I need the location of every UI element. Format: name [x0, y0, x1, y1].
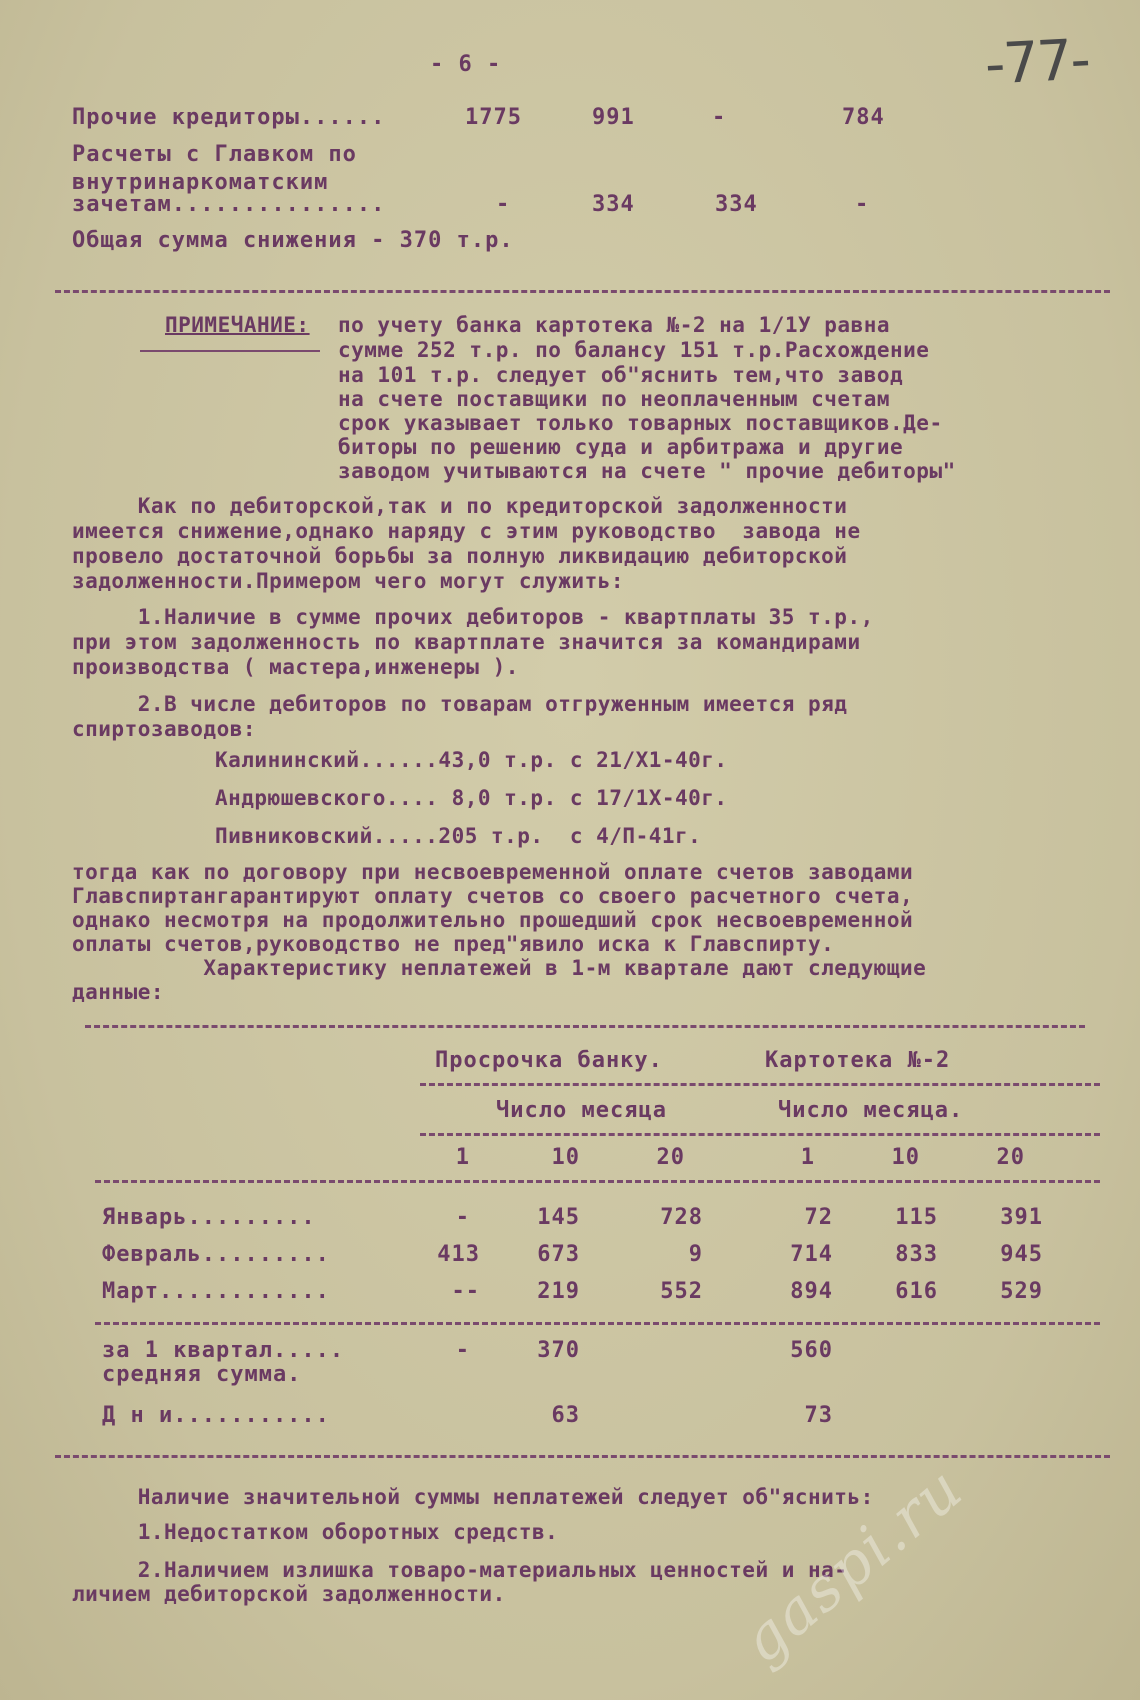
- quarter-v1: -: [455, 1338, 470, 1363]
- conclusion-line-3: 2.Наличием излишка товаро-материальных ценностей и на-: [72, 1558, 848, 1582]
- row-glavk-label-2: внутринаркоматским: [72, 170, 329, 195]
- divider-1: [55, 290, 1110, 293]
- row-january-v6: 391: [1000, 1205, 1043, 1230]
- col-head-5: 10: [891, 1145, 920, 1170]
- para1-line-4: задолженности.Примером чего могут служить:: [72, 569, 625, 593]
- item1-line-3: производства ( мастера,инженеры ).: [72, 655, 519, 679]
- para1-line-2: имеется снижение,однако наряду с этим руководство завода не: [72, 519, 861, 543]
- days-v2: 73: [804, 1403, 833, 1428]
- note-line-2: сумме 252 т.р. по балансу 151 т.р.Расхождение: [338, 338, 930, 362]
- row-february-v4: 714: [790, 1242, 833, 1267]
- distillery-1: Калининский......43,0 т.р. с 21/Х1-40г.: [215, 748, 728, 772]
- row-march-v3: 552: [660, 1279, 703, 1304]
- col-head-6: 20: [996, 1145, 1025, 1170]
- para2-line-4: оплаты счетов,руководство не пред"явило иска к Главспирту.: [72, 932, 835, 956]
- conclusion-line-2: 1.Недостатком оборотных средств.: [72, 1520, 559, 1544]
- row-glavk-label-3: зачетам...............: [72, 192, 386, 217]
- note-line-1: по учету банка картотека №-2 на 1/1У равна: [338, 313, 891, 337]
- row-february-v1: 413: [437, 1242, 480, 1267]
- row-february-v3: 9: [688, 1242, 703, 1267]
- watermark: gaspi.ru: [728, 1453, 977, 1677]
- note-line-5: срок указывает только товарных поставщиков.Де-: [338, 411, 943, 435]
- note-line-6: биторы по решению суда и арбитража и другие: [338, 435, 904, 459]
- para2-line-5: Характеристику неплатежей в 1-м квартале дают следующие: [72, 956, 927, 980]
- days-v1: 63: [551, 1403, 580, 1428]
- table-sub-day-2: Число месяца.: [778, 1098, 964, 1123]
- col-head-1: 1: [455, 1145, 470, 1170]
- note-line-7: заводом учитываются на счете " прочие дебиторы": [338, 459, 956, 483]
- row-january-v4: 72: [804, 1205, 833, 1230]
- row-glavk-label-1: Расчеты с Главком по: [72, 142, 357, 167]
- row-glavk-c4: -: [855, 192, 870, 217]
- table-group-card-file: Картотека №-2: [765, 1048, 951, 1073]
- days-label: Д н и...........: [102, 1403, 330, 1428]
- para2-line-1: тогда как по договору при несвоевременной оплате счетов заводами: [72, 860, 914, 884]
- row-january-v5: 115: [895, 1205, 938, 1230]
- quarter-label-2: средняя сумма.: [102, 1362, 302, 1387]
- conclusion-line-1: Наличие значительной суммы неплатежей следует об"яснить:: [72, 1485, 874, 1509]
- row-glavk-c3: 334: [715, 192, 758, 217]
- row-march-v5: 616: [895, 1279, 938, 1304]
- item2-line-2: спиртозаводов:: [72, 717, 257, 741]
- row-glavk-c1: -: [496, 192, 511, 217]
- archive-folio-number: -77-: [983, 27, 1091, 98]
- total-reduction: Общая сумма снижения - 370 т.р.: [72, 228, 514, 253]
- col-head-2: 10: [551, 1145, 580, 1170]
- note-underline: [140, 350, 320, 352]
- divider-3: [420, 1083, 1100, 1086]
- row-january-v3: 728: [660, 1205, 703, 1230]
- item2-line-1: 2.В числе дебиторов по товарам отгруженным имеется ряд: [72, 692, 848, 716]
- row-other-creditors-label: Прочие кредиторы......: [72, 105, 386, 130]
- quarter-v3: 560: [790, 1338, 833, 1363]
- col-head-4: 1: [800, 1145, 815, 1170]
- table-group-overdue-bank: Просрочка банку.: [435, 1048, 663, 1073]
- row-march-v1: --: [451, 1279, 480, 1304]
- divider-6: [95, 1322, 1100, 1325]
- note-line-4: на счете поставщики по неоплаченным счетам: [338, 387, 891, 411]
- divider-4: [420, 1133, 1100, 1136]
- distillery-3: Пивниковский.....205 т.р. с 4/П-41г.: [215, 824, 702, 848]
- note-line-3: на 101 т.р. следует об"яснить тем,что завод: [338, 363, 904, 387]
- para2-line-6: данные:: [72, 980, 165, 1004]
- quarter-v2: 370: [537, 1338, 580, 1363]
- distillery-2: Андрюшевского.... 8,0 т.р. с 17/1Х-40г.: [215, 786, 728, 810]
- row-march-v4: 894: [790, 1279, 833, 1304]
- para2-line-2: Главспиртангарантируют оплату счетов со своего расчетного счета,: [72, 884, 914, 908]
- row-march-v6: 529: [1000, 1279, 1043, 1304]
- row-glavk-c2: 334: [592, 192, 635, 217]
- row-january-v1: -: [455, 1205, 470, 1230]
- divider-7: [55, 1455, 1110, 1458]
- item1-line-2: при этом задолженность по квартплате значится за командирами: [72, 630, 861, 654]
- para1-line-1: Как по дебиторской,так и по кредиторской задолженности: [72, 494, 848, 518]
- row-other-creditors-c3: -: [712, 105, 727, 130]
- note-heading: ПРИМЕЧАНИЕ:: [165, 313, 310, 337]
- row-other-creditors-c1: 1775: [465, 105, 522, 130]
- page-number: - 6 -: [430, 52, 502, 77]
- row-other-creditors-c4: 784: [842, 105, 885, 130]
- conclusion-line-4: личием дебиторской задолженности.: [72, 1582, 506, 1606]
- row-january-label: Январь.........: [102, 1205, 316, 1230]
- row-february-v2: 673: [537, 1242, 580, 1267]
- table-sub-day-1: Число месяца: [496, 1098, 667, 1123]
- quarter-label-1: за 1 квартал.....: [102, 1338, 345, 1363]
- row-february-v5: 833: [895, 1242, 938, 1267]
- para2-line-3: однако несмотря на продолжительно прошедший срок несвоевременной: [72, 908, 914, 932]
- row-other-creditors-c2: 991: [592, 105, 635, 130]
- divider-5: [95, 1180, 1100, 1183]
- item1-line-1: 1.Наличие в сумме прочих дебиторов - квартплаты 35 т.р.,: [72, 605, 874, 629]
- row-march-v2: 219: [537, 1279, 580, 1304]
- divider-2: [85, 1025, 1085, 1028]
- col-head-3: 20: [656, 1145, 685, 1170]
- row-february-label: Февраль.........: [102, 1242, 330, 1267]
- para1-line-3: провело достаточной борьбы за полную ликвидацию дебиторской: [72, 544, 848, 568]
- row-february-v6: 945: [1000, 1242, 1043, 1267]
- row-january-v2: 145: [537, 1205, 580, 1230]
- row-march-label: Март............: [102, 1279, 330, 1304]
